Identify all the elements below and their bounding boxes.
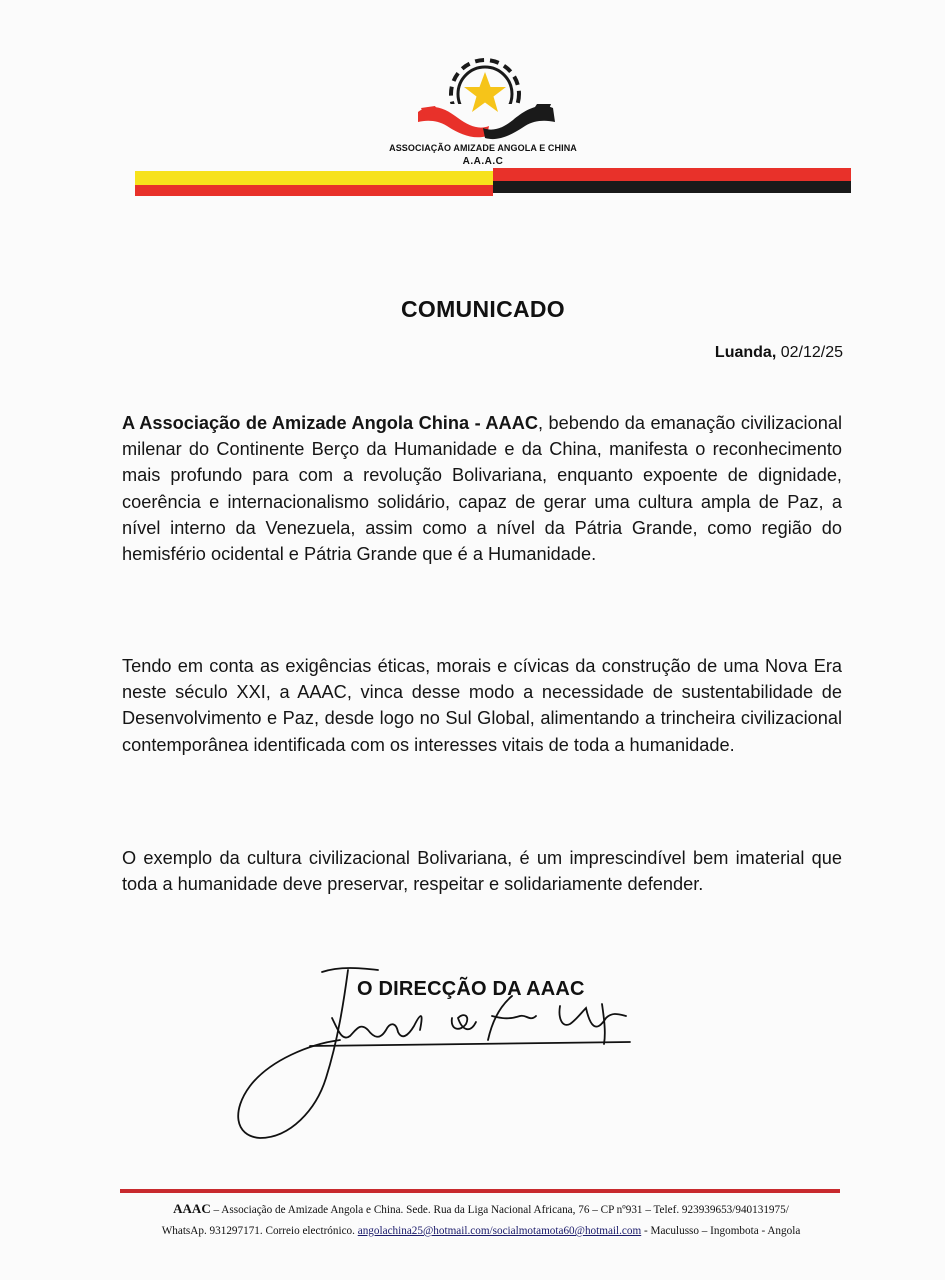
footer-location: - Maculusso – Ingombota - Angola	[641, 1225, 801, 1237]
stripe-red-right	[493, 168, 851, 181]
stripe-black	[493, 181, 851, 193]
paragraph-1-text: , bebendo da emanação civilizacional milenar do Continente Berço da Humanidade e da China, manifesta o reconhecimento mais profundo para com a revolução Bolivariana, enquanto expoente de dignidade, coerência e internacionalismo solidário, capaz de gerar uma cultura ampla de Paz, a nível interno da Venezuela, assim como a nível da Pátria Grande, como região do hemisfério ocidental e Pátria Grande que é a Humanidade.	[122, 413, 842, 565]
paragraph-3: O exemplo da cultura civilizacional Bolivariana, é um imprescindível bem imaterial que toda a humanidade deve preservar, respeitar e solidariamente defender.	[122, 848, 842, 895]
document-title: COMUNICADO	[401, 296, 565, 322]
handwritten-signature	[230, 960, 670, 1150]
signatory-title: O DIRECÇÃO DA AAAC	[357, 978, 585, 1000]
date-line	[715, 344, 843, 362]
footer-org-abbr: AAAC	[173, 1201, 211, 1216]
aaac-logo	[413, 42, 563, 147]
org-name: ASSOCIAÇÃO AMIZADE ANGOLA E CHINA	[389, 143, 577, 153]
footer-line-1	[120, 1198, 842, 1221]
paragraph-1-bold: A Associação de Amizade Angola China - AAAC	[122, 413, 538, 433]
paragraph-2: Tendo em conta as exigências éticas, morais e cívicas da construção de uma Nova Era neste século XXI, a AAAC, vinca desse modo a necessidade de sustentabilidade de Desenvolvimento e Paz, desde logo no Sul Global, alimentando a trincheira civilizacional contemporânea identificada com os interesses vitais de toda a humanidade.	[122, 656, 842, 755]
org-abbreviation: A.A.A.C	[462, 156, 504, 167]
footer	[120, 1198, 842, 1242]
footer-line-2	[120, 1221, 842, 1242]
date-value: 02/12/25	[780, 344, 843, 361]
footer-address: – Associação de Amizade Angola e China. Sede. Rua da Liga Nacional Africana, 76 – CP nº931 – Telef. 923939653/940131975/	[210, 1204, 789, 1216]
date-place: Luanda,	[714, 344, 777, 361]
footer-whatsapp: WhatsAp. 931297171. Correio electrónico.	[161, 1225, 358, 1237]
paragraph-1	[122, 410, 842, 567]
stripe-red-left	[135, 185, 493, 196]
footer-divider	[120, 1189, 840, 1193]
footer-email-link[interactable]: angolachina25@hotmail.com/socialmotamota60@hotmail.com	[357, 1225, 642, 1237]
stripe-yellow	[135, 171, 493, 185]
